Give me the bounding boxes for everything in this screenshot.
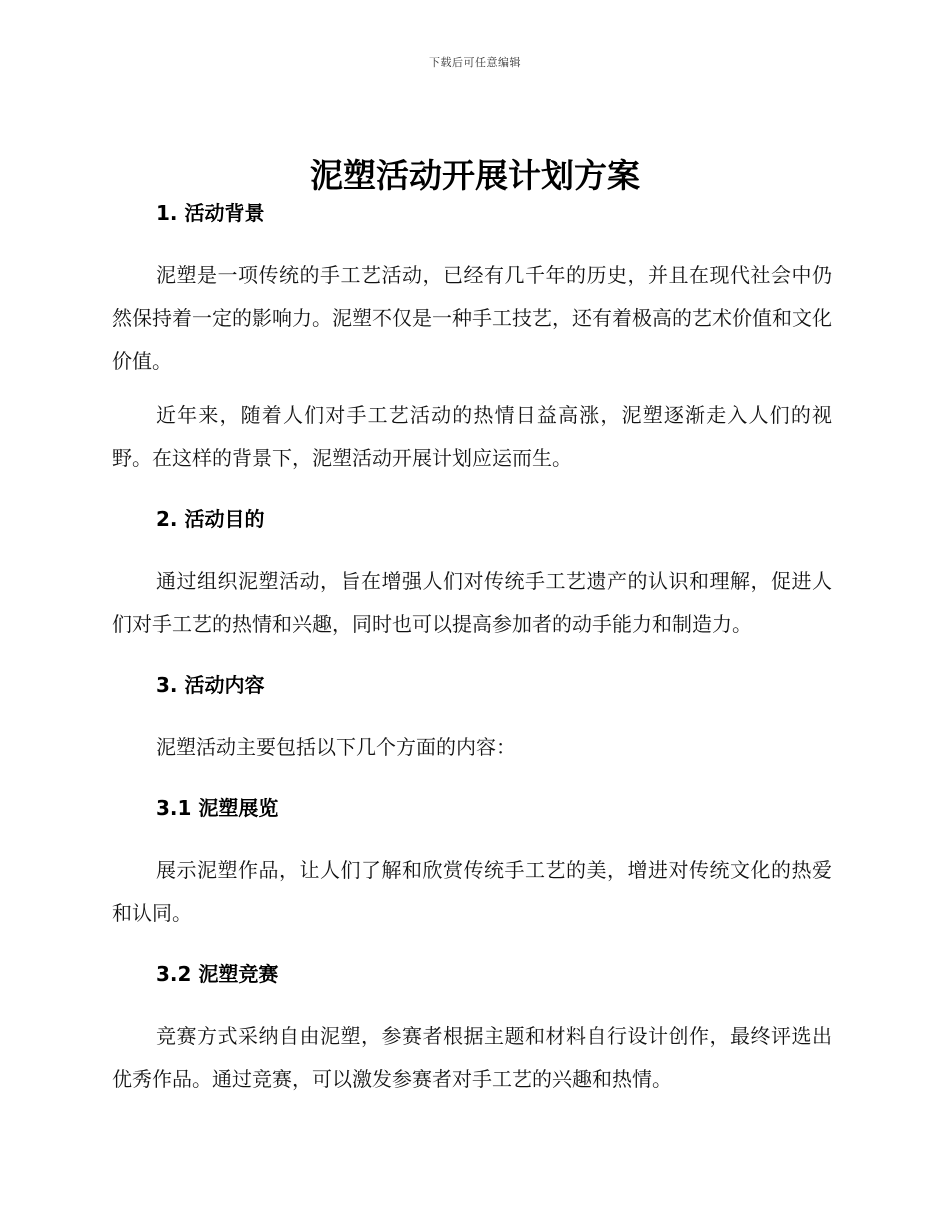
header-note: 下载后可任意编辑 [429,56,521,69]
section-heading-purpose: 2. 活动目的 [156,507,265,531]
paragraph: 泥塑是一项传统的手工艺活动，已经有几千年的历史，并且在现代社会中仍然保持着一定的影响力。泥塑不仅是一种手工技艺，还有着极高的艺术价值和文化价值。 [112,263,832,373]
section-heading-competition: 3.2 泥塑竞赛 [156,962,279,986]
document-title: 泥塑活动开展计划方案 [310,156,640,195]
paragraph: 通过组织泥塑活动，旨在增强人们对传统手工艺遗产的认识和理解，促进人们对手工艺的热情和兴趣，同时也可以提高参加者的动手能力和制造力。 [112,569,832,636]
section-heading-background: 1. 活动背景 [156,201,265,225]
paragraph: 竞赛方式采纳自由泥塑，参赛者根据主题和材料自行设计创作，最终评选出优秀作品。通过竞赛，可以激发参赛者对手工艺的兴趣和热情。 [112,1024,832,1091]
section-heading-exhibition: 3.1 泥塑展览 [156,796,279,820]
paragraph: 泥塑活动主要包括以下几个方面的内容： [156,735,516,759]
document-body [112,198,832,1101]
paragraph: 近年来，随着人们对手工艺活动的热情日益高涨，泥塑逐渐走入人们的视野。在这样的背景下，泥塑活动开展计划应运而生。 [112,403,832,470]
paragraph: 展示泥塑作品，让人们了解和欣赏传统手工艺的美，增进对传统文化的热爱和认同。 [112,858,832,925]
section-heading-content: 3. 活动内容 [156,673,265,697]
